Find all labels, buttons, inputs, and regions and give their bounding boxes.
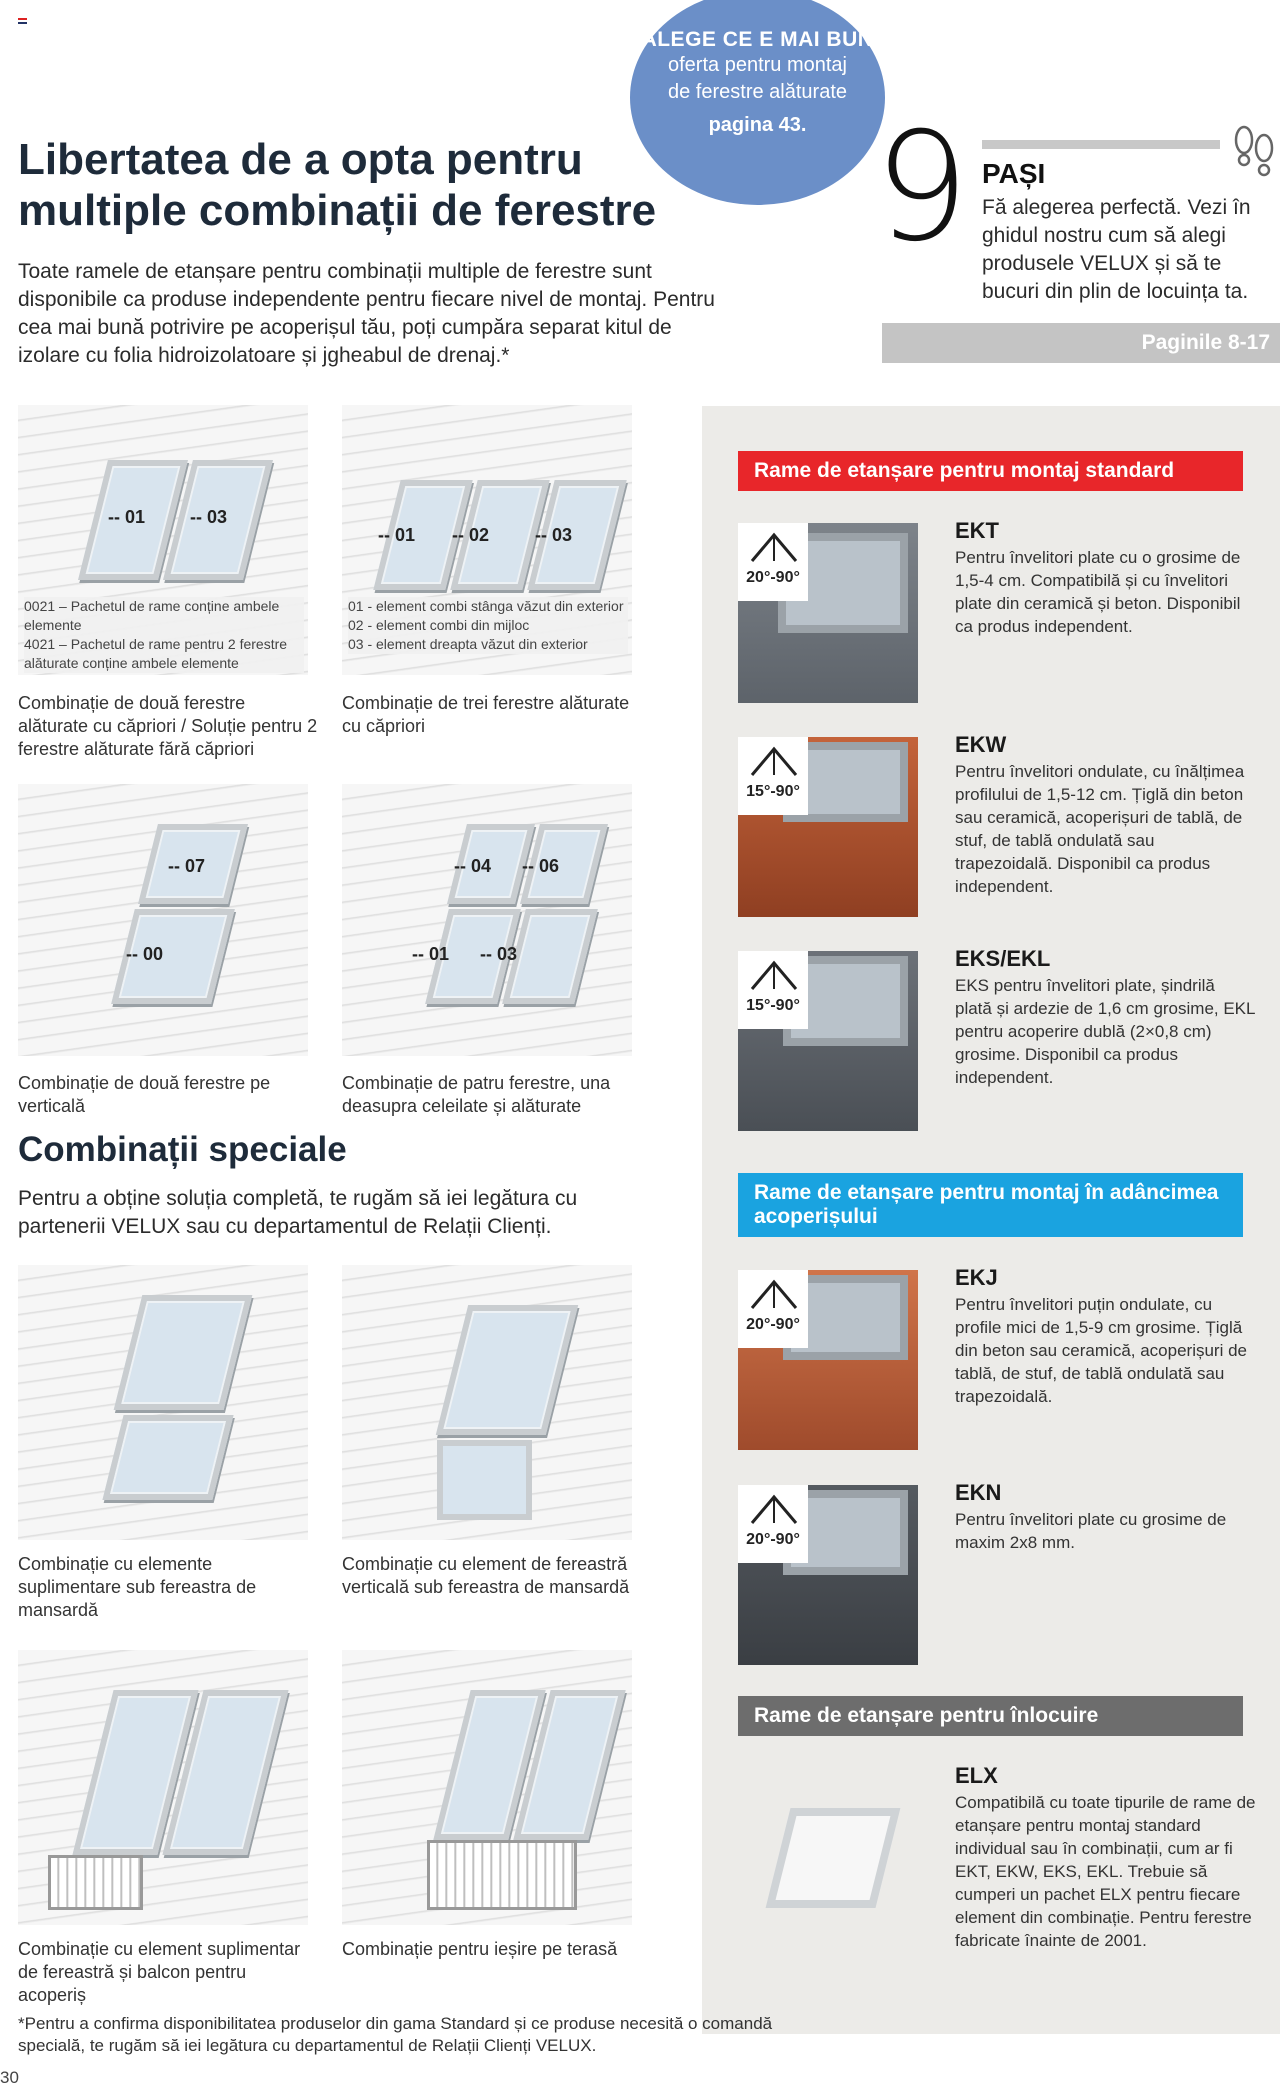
note-line: 02 - element combi din mijloc (348, 617, 530, 633)
product-desc: EKS pentru învelitori plate, șindrilă plată și ardezie de 1,6 cm grosime, EKL pentru acoperire dublă (2×0,8 cm) grosime. Disponibil ca produs independent. (955, 976, 1255, 1087)
bubble-headline: ALEGE CE E MAI BUN (641, 28, 874, 51)
bubble-page-link[interactable]: pagina 43. (708, 114, 807, 136)
combo-image (18, 405, 308, 675)
combo-caption: Combinație de patru ferestre, una deasupra celeilate și alăturate (342, 1073, 611, 1116)
intro-text: Toate ramele de etanșare pentru combinații multiple de ferestre sunt disponibile ca produse independente pentru fiecare nivel de montaj. Pentru cea mai bună potrivire pe acoperișul tău, poți cumpăra separat kitul de izolare cu folia hidroizolatoare și jgheabul de drenaj.* (18, 260, 715, 367)
angle-text: 20°-90° (746, 1316, 800, 1333)
bubble-line: oferta pentru montaj (668, 54, 847, 76)
product-code: EKJ (955, 1265, 998, 1290)
note-line: 0021 – Pachetul de rame conține ambele elemente (24, 598, 280, 633)
section-heading: Combinații speciale (18, 1130, 347, 1169)
special-image (342, 1650, 632, 1925)
product-desc: Pentru învelitori ondulate, cu înălțimea profilului de 1,5-12 cm. Țiglă din beton sau ceramică, acoperișuri de tablă, de stuf, de tablă ondulată sau trapezoidală. Disponibil ca produs independent. (955, 762, 1245, 896)
steps-pages-link[interactable]: Paginile 8-17 (882, 323, 1280, 363)
product-code: EKW (955, 732, 1007, 757)
standard-header: Rame de etanșare pentru montaj standard (738, 451, 1243, 491)
steps-number: 9 (874, 101, 970, 275)
element-label: -- 04 (454, 856, 492, 876)
element-label: -- 07 (168, 856, 206, 876)
product-image (738, 951, 918, 1131)
angle-text: 15°-90° (746, 783, 800, 800)
angle-badge (738, 1485, 808, 1563)
special-caption: Combinație cu element suplimentar de fereastră și balcon pentru acoperiș (18, 1939, 301, 2005)
element-label: -- 00 (126, 944, 164, 964)
angle-badge (738, 951, 808, 1029)
product-image (738, 1768, 918, 1948)
product-image (738, 1485, 918, 1665)
special-image (18, 1265, 308, 1540)
note-line: 03 - element dreapta văzut din exterior (348, 636, 588, 652)
product-image (738, 1270, 918, 1450)
angle-text: 15°-90° (746, 997, 800, 1014)
special-image (342, 1265, 632, 1540)
steps-text: Fă alegerea perfectă. Vezi în ghidul nostru cum să alegi produsele VELUX și să te bucuri din plin de locuința ta. (982, 196, 1251, 303)
element-label: -- 01 (378, 525, 416, 545)
product-code: ELX (955, 1763, 998, 1788)
bubble-line: de ferestre alăturate (668, 81, 847, 103)
deep-header: Rame de etanșare pentru montaj în adâncimea acoperișului (738, 1173, 1243, 1237)
product-desc: Pentru învelitori puțin ondulate, cu profile mici de 1,5-9 cm grosime. Țiglă din beton sau ceramică, acoperișuri de tablă, de stuf, de tablă ondulată sau trapezoidală. (955, 1295, 1247, 1406)
footsteps-icon (1230, 122, 1278, 184)
roof-pitch-icon (748, 743, 800, 779)
product-code: EKT (955, 518, 999, 543)
angle-text: 20°-90° (746, 1531, 800, 1548)
product-image (738, 737, 918, 917)
roof-pitch-icon (748, 529, 800, 565)
footnote: *Pentru a confirma disponibilitatea produselor din gama Standard și ce produse necesită o comandă specială, te rugăm să iei legătura cu departamentul de Relații Clienți VELUX. (18, 2014, 773, 2055)
angle-badge (738, 1270, 808, 1348)
special-caption: Combinație pentru ieșire pe terasă (342, 1939, 618, 1959)
roof-pitch-icon (748, 1276, 800, 1312)
combo-image (18, 784, 308, 1056)
steps-heading: PAȘI (982, 158, 1046, 189)
product-desc: Pentru învelitori plate cu grosime de maxim 2x8 mm. (955, 1510, 1227, 1552)
combo-image (342, 784, 632, 1056)
element-label: -- 01 (412, 944, 450, 964)
special-caption: Combinație cu element de fereastră verticală sub fereastra de mansardă (342, 1554, 630, 1597)
section-text: Pentru a obține soluția completă, te rugăm să iei legătura cu partenerii VELUX sau cu departamentul de Relații Clienți. (18, 1187, 578, 1238)
angle-badge (738, 523, 808, 601)
roof-pitch-icon (748, 957, 800, 993)
note-line: 4021 – Pachetul de rame pentru 2 ferestre alăturate conține ambele elemente (24, 636, 288, 671)
divider (982, 140, 1220, 149)
element-label: -- 03 (480, 944, 518, 964)
angle-text: 20°-90° (746, 569, 800, 586)
special-image (18, 1650, 308, 1925)
note-line: 01 - element combi stânga văzut din exterior (348, 598, 624, 614)
combo-caption: Combinație de trei ferestre alăturate cu căpriori (342, 693, 630, 736)
page-number: 30 (0, 2068, 19, 2087)
combo-image (342, 405, 632, 675)
product-image (738, 523, 918, 703)
roof-pitch-icon (748, 1491, 800, 1527)
element-label: -- 01 (108, 507, 146, 527)
element-label: -- 02 (452, 525, 490, 545)
product-code: EKS/EKL (955, 946, 1051, 971)
page-title: Libertatea de a opta pentru multiple combinații de ferestre (18, 135, 657, 235)
product-desc: Pentru învelitori plate cu o grosime de 1,5-4 cm. Compatibilă și cu învelitori plate din ceramică și beton. Disponibil ca produs independent. (955, 548, 1241, 636)
replace-header: Rame de etanșare pentru înlocuire (738, 1696, 1243, 1736)
element-label: -- 06 (522, 856, 560, 876)
combo-caption: Combinație de două ferestre pe verticală (18, 1073, 271, 1116)
element-label: -- 03 (190, 507, 228, 527)
element-label: -- 03 (535, 525, 573, 545)
special-caption: Combinație cu elemente suplimentare sub fereastra de mansardă (18, 1554, 257, 1620)
product-desc: Compatibilă cu toate tipurile de rame de etanșare pentru montaj standard individual sau în combinații, cum ar fi EKT, EKW, EKS, EKL. Trebuie să cumperi un pachet ELX pentru fiecare element din combinație. Pentru ferestre fabricate înainte de 2001. (955, 1793, 1256, 1950)
ro-flag-icon (18, 18, 27, 24)
angle-badge (738, 737, 808, 815)
combo-caption: Combinație de două ferestre alăturate cu căpriori / Soluție pentru 2 ferestre alăturate fără căpriori (18, 693, 318, 759)
product-code: EKN (955, 1480, 1002, 1505)
